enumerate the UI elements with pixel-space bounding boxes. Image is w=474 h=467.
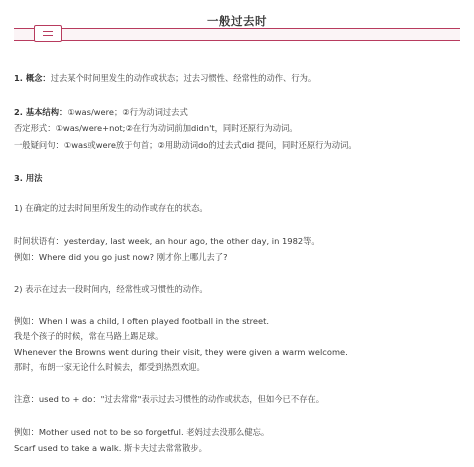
- usage-1-line: 1) 在确定的过去时间里所发生的动作或存在的状态。: [14, 203, 208, 213]
- section-badge-icon: [34, 25, 62, 42]
- example-5-line: Scarf used to take a walk. 斯卡夫过去常常散步。: [14, 443, 207, 453]
- usage-heading: 3. 用法: [14, 173, 43, 183]
- note-line: 注意：used to + do："过去常常"表示过去习惯性的动作或状态，但如今已不存在。: [14, 394, 325, 404]
- question-form-line: 一般疑问句：①was或were放于句首；②用助动词do的过去式did 提问，同时还原行为动词。: [14, 140, 357, 150]
- concept-heading: 1. 概念：: [14, 73, 51, 83]
- time-adverbs-line: 时间状语有：yesterday, last week, an hour ago, the other day, in 1982等。: [14, 236, 320, 246]
- page-title: 一般过去时: [207, 14, 267, 28]
- badge-line-icon: [43, 35, 53, 36]
- example-3-english-line: Whenever the Browns went during their visit, they were given a warm welcome.: [14, 347, 348, 357]
- example-2-chinese-line: 我是个孩子的时候，常在马路上踢足球。: [14, 331, 164, 341]
- structure-heading: 2. 基本结构：: [14, 107, 68, 117]
- concept-paragraph: [14, 73, 316, 84]
- header-divider-top: [14, 28, 460, 29]
- header-divider-bottom: [14, 40, 460, 41]
- negative-form-line: 否定形式：①was/were+not;②在行为动词前加didn't，同时还原行为动词。: [14, 123, 298, 133]
- badge-line-icon: [43, 31, 53, 32]
- section-header: [14, 0, 460, 44]
- example-1-line: 例如：Where did you go just now? 刚才你上哪儿去了?: [14, 252, 228, 262]
- usage-2-line: 2) 表示在过去一段时间内，经常性或习惯性的动作。: [14, 284, 208, 294]
- header-band: [14, 29, 460, 40]
- structure-text: ①was/were；②行为动词过去式: [67, 107, 188, 117]
- example-3-chinese-line: 那时，布朗一家无论什么时候去，都受到热烈欢迎。: [14, 362, 205, 372]
- example-2-english-line: 例如：When I was a child, I often played football in the street.: [14, 316, 270, 326]
- example-4-line: 例如：Mother used not to be so forgetful. 老妈过去没那么健忘。: [14, 427, 270, 437]
- structure-paragraph: [14, 107, 188, 118]
- concept-text: 过去某个时间里发生的动作或状态；过去习惯性、经常性的动作、行为。: [50, 73, 317, 83]
